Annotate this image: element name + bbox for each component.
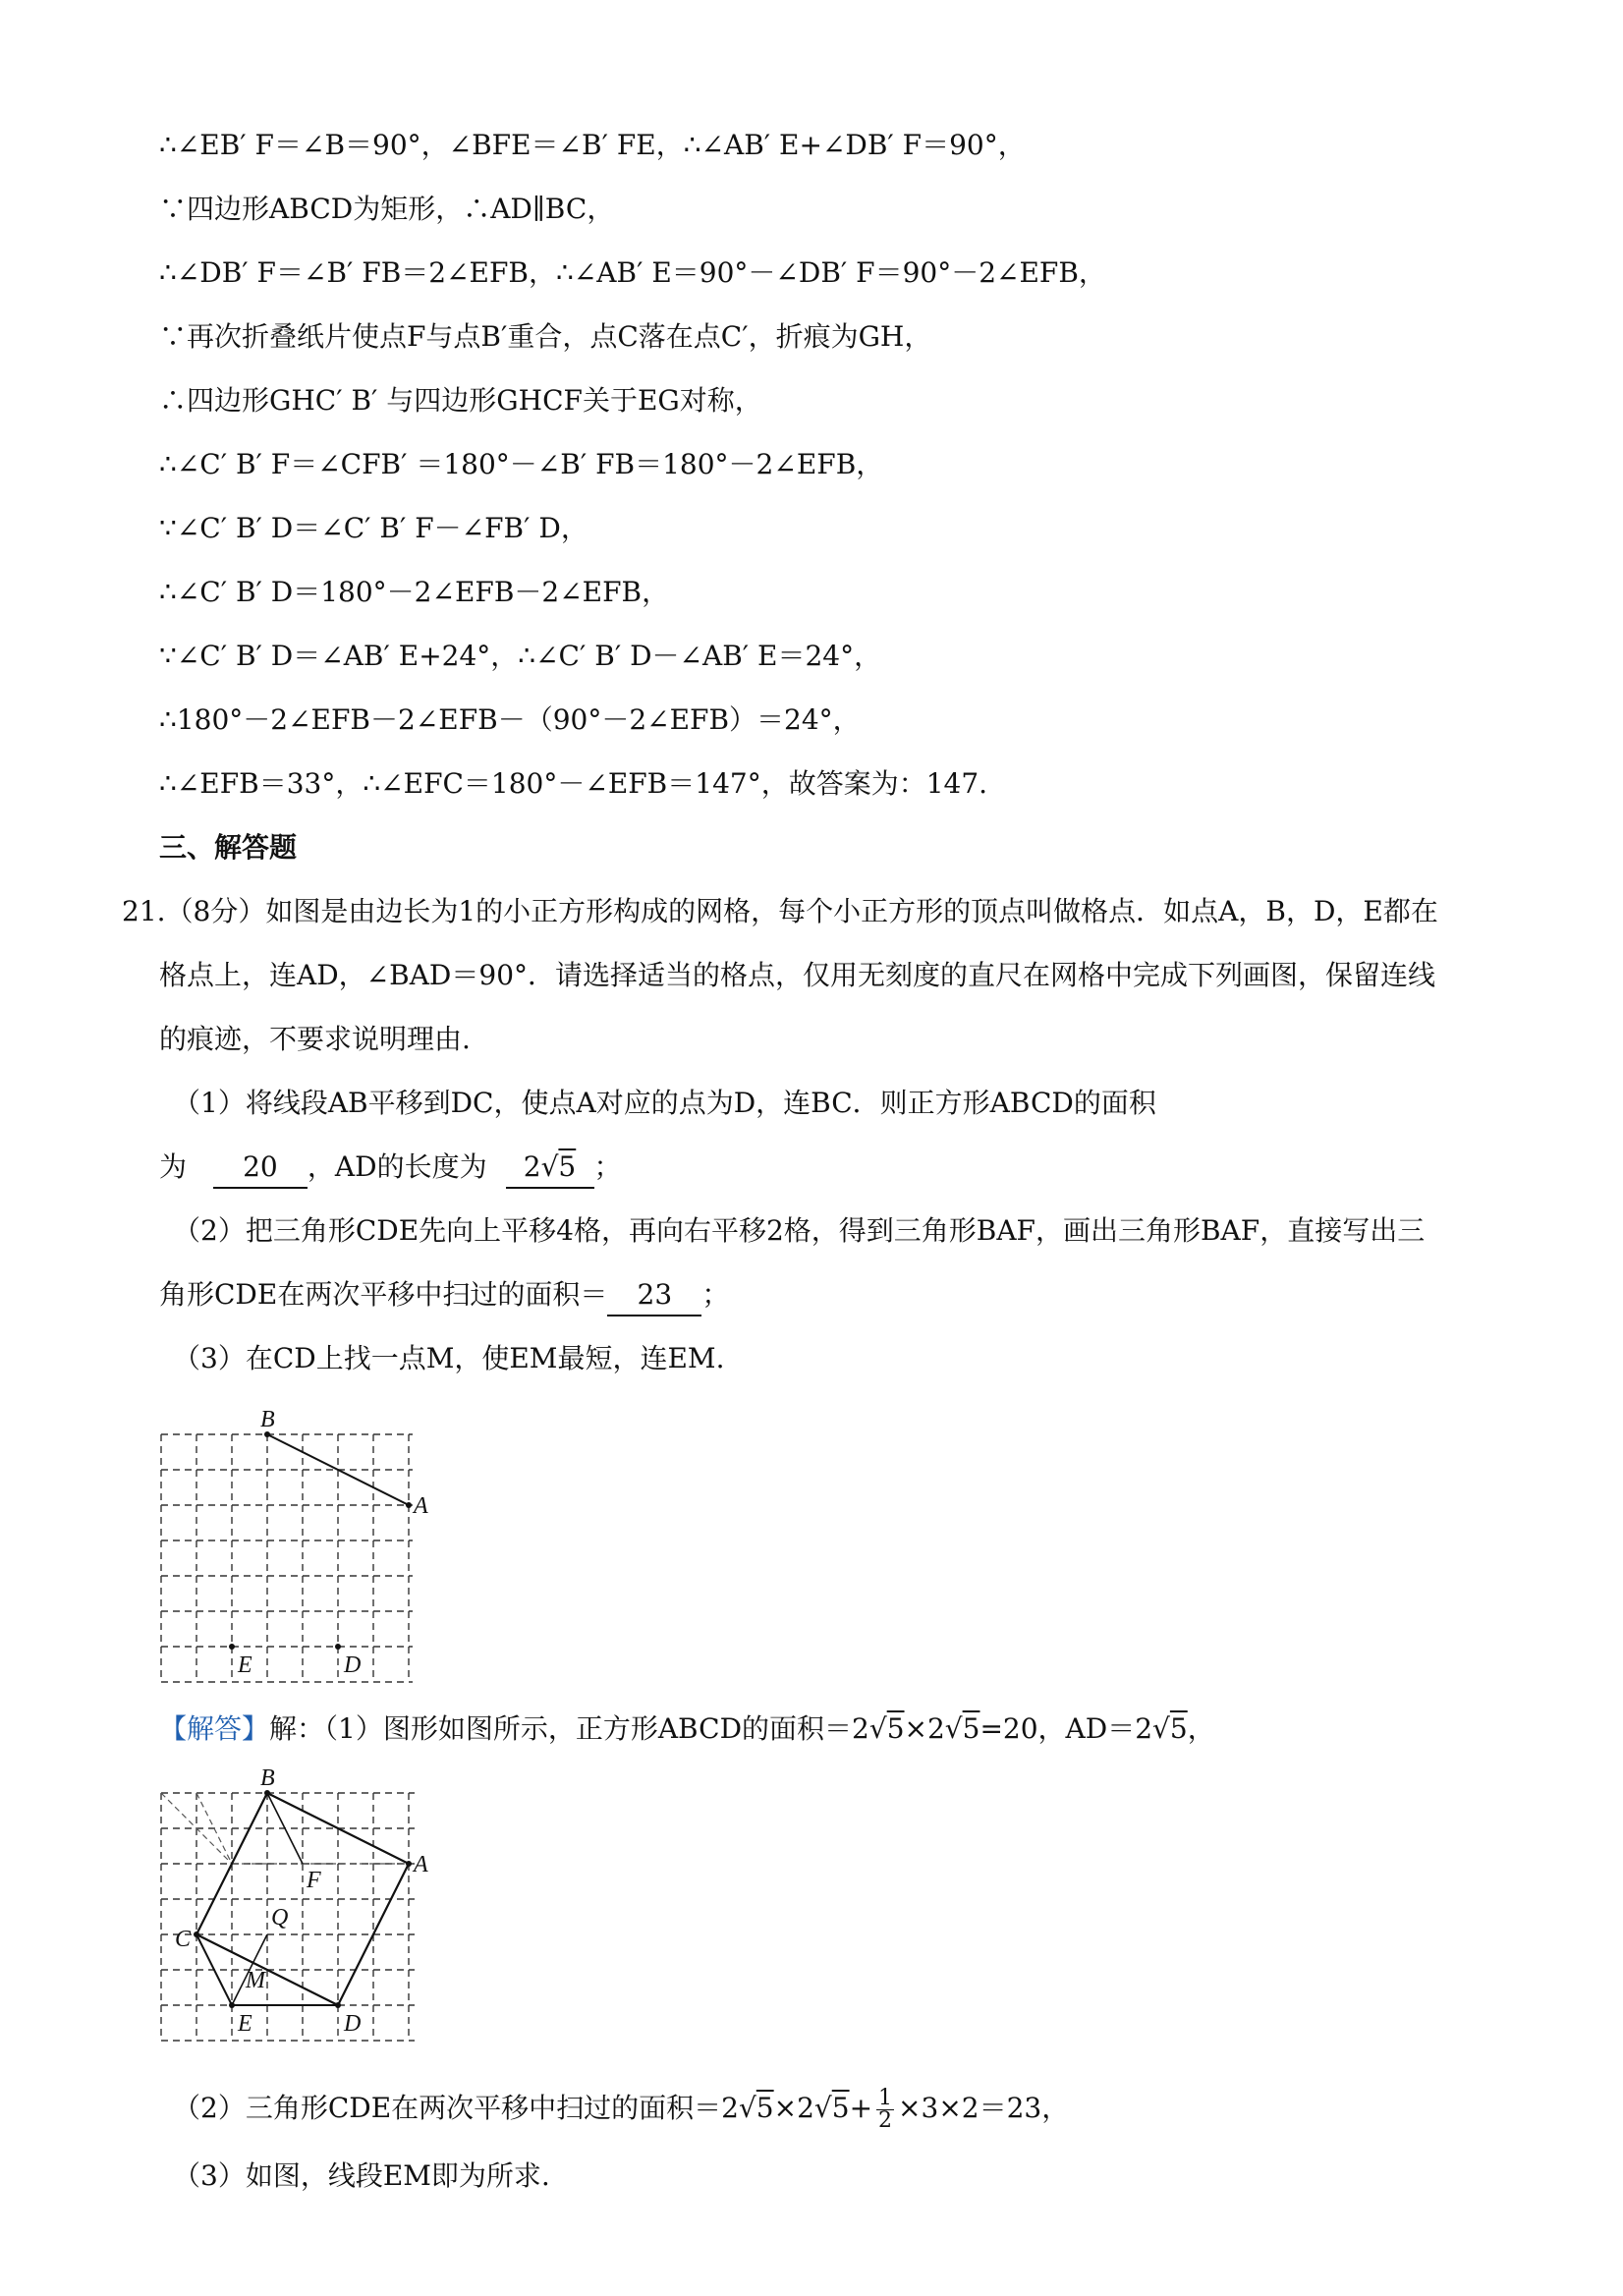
solution-line-2: ∵四边形ABCD为矩形，∴AD∥BC， [159,193,615,225]
point-e [229,1644,235,1650]
point-d [335,1644,341,1650]
part1-area-blank: 20 [213,1148,308,1189]
label-e: E [238,1652,252,1678]
fraction-one-half: $\frac{1}{2}$ [878,2086,893,2133]
label-d: D [344,1652,362,1678]
point-c [194,1932,199,1937]
solution-line-9: ∵∠C′ B′ D＝∠AB′ E+24°，∴∠C′ B′ D－∠AB′ E＝24°， [159,640,882,672]
label-b: B [260,1765,275,1791]
answer-line-2: （2）三角形CDE在两次平移中扫过的面积＝2√5×2√5+ $\frac{1}{2}$ ×3×2＝23， [173,2086,1070,2133]
figure-2-grid [147,1764,452,2058]
point-a [406,1502,412,1508]
part2-line-1: （2）把三角形CDE先向上平移4格，再向右平移2格，得到三角形BAF，画出三角形BAF，直接写出三 [173,1214,1426,1247]
solution-line-1: ∴∠EB′ F＝∠B＝90°，∠BFE＝∠B′ FE，∴∠AB′ E+∠DB′ F＝90°， [159,129,1026,161]
figure-1-grid [147,1405,432,1685]
label-c: C [175,1927,192,1952]
label-m: M [246,1968,265,1993]
answer-line-3: （3）如图，线段EM即为所求. [173,2159,550,2192]
answer-line-1: 【解答】解：（1）图形如图所示，正方形ABCD的面积＝2√5×2√5=20，AD＝2√5， [159,1712,1215,1745]
figure-1-gridlines [161,1434,413,1682]
label-a: A [414,1493,428,1519]
label-q: Q [271,1905,289,1931]
point-d [335,2002,341,2008]
solution-line-5: ∴四边形GHC′ B′ 与四边形GHCF关于EG对称， [159,384,762,417]
part1-line-1: （1）将线段AB平移到DC，使点A对应的点为D，连BC．则正方形ABCD的面积 [173,1087,1156,1119]
part1-prefix: 为 [159,1150,188,1183]
solution-line-4: ∵再次折叠纸片使点F与点B′重合，点C落在点C′，折痕为GH， [159,320,932,353]
question-intro-line-3: 的痕迹，不要求说明理由. [159,1023,471,1055]
question-intro-line-1: 21.（8分）如图是由边长为1的小正方形构成的网格，每个小正方形的顶点叫做格点．如点A，B，D，E都在 [122,895,1438,927]
point-a [406,1861,412,1867]
part1-line-2 [159,1148,622,1189]
solution-line-10: ∴180°－2∠EFB－2∠EFB－（90°－2∠EFB）＝24°， [159,703,861,736]
part3-line: （3）在CD上找一点M，使EM最短，连EM. [173,1342,725,1374]
solution-line-11: ∴∠EFB＝33°，∴∠EFC＝180°－∠EFB＝147°，故答案为：147. [159,767,988,800]
solution-line-8: ∴∠C′ B′ D＝180°－2∠EFB－2∠EFB， [159,576,670,608]
part2-suffix: ； [701,1278,730,1311]
section-heading: 三、解答题 [159,831,298,864]
label-b: B [260,1407,275,1432]
part2-line-2 [159,1275,729,1316]
solution-line-3: ∴∠DB′ F＝∠B′ FB＝2∠EFB，∴∠AB′ E＝90°－∠DB′ F＝90°－2∠EFB， [159,256,1106,289]
question-intro-line-2: 格点上，连AD，∠BAD＝90°．请选择适当的格点，仅用无刻度的直尺在网格中完成下列画图，保留连线 [159,959,1436,991]
part1-suffix: ； [593,1150,622,1183]
label-e: E [238,2011,252,2037]
part1-mid: ，AD的长度为 [307,1150,487,1183]
answer-tag: 【解答】 [159,1712,270,1745]
label-d: D [344,2011,362,2037]
label-a: A [414,1852,428,1877]
label-f: F [307,1868,321,1893]
solution-line-7: ∵∠C′ B′ D＝∠C′ B′ F－∠FB′ D， [159,512,588,544]
part1-length-blank: 2√5 [506,1148,594,1189]
part2-prefix: 角形CDE在两次平移中扫过的面积＝ [159,1278,608,1311]
part2-area-blank: 23 [607,1275,701,1316]
point-e [229,2002,235,2008]
solution-line-6: ∴∠C′ B′ F＝∠CFB′ ＝180°－∠B′ FB＝180°－2∠EFB， [159,448,884,480]
